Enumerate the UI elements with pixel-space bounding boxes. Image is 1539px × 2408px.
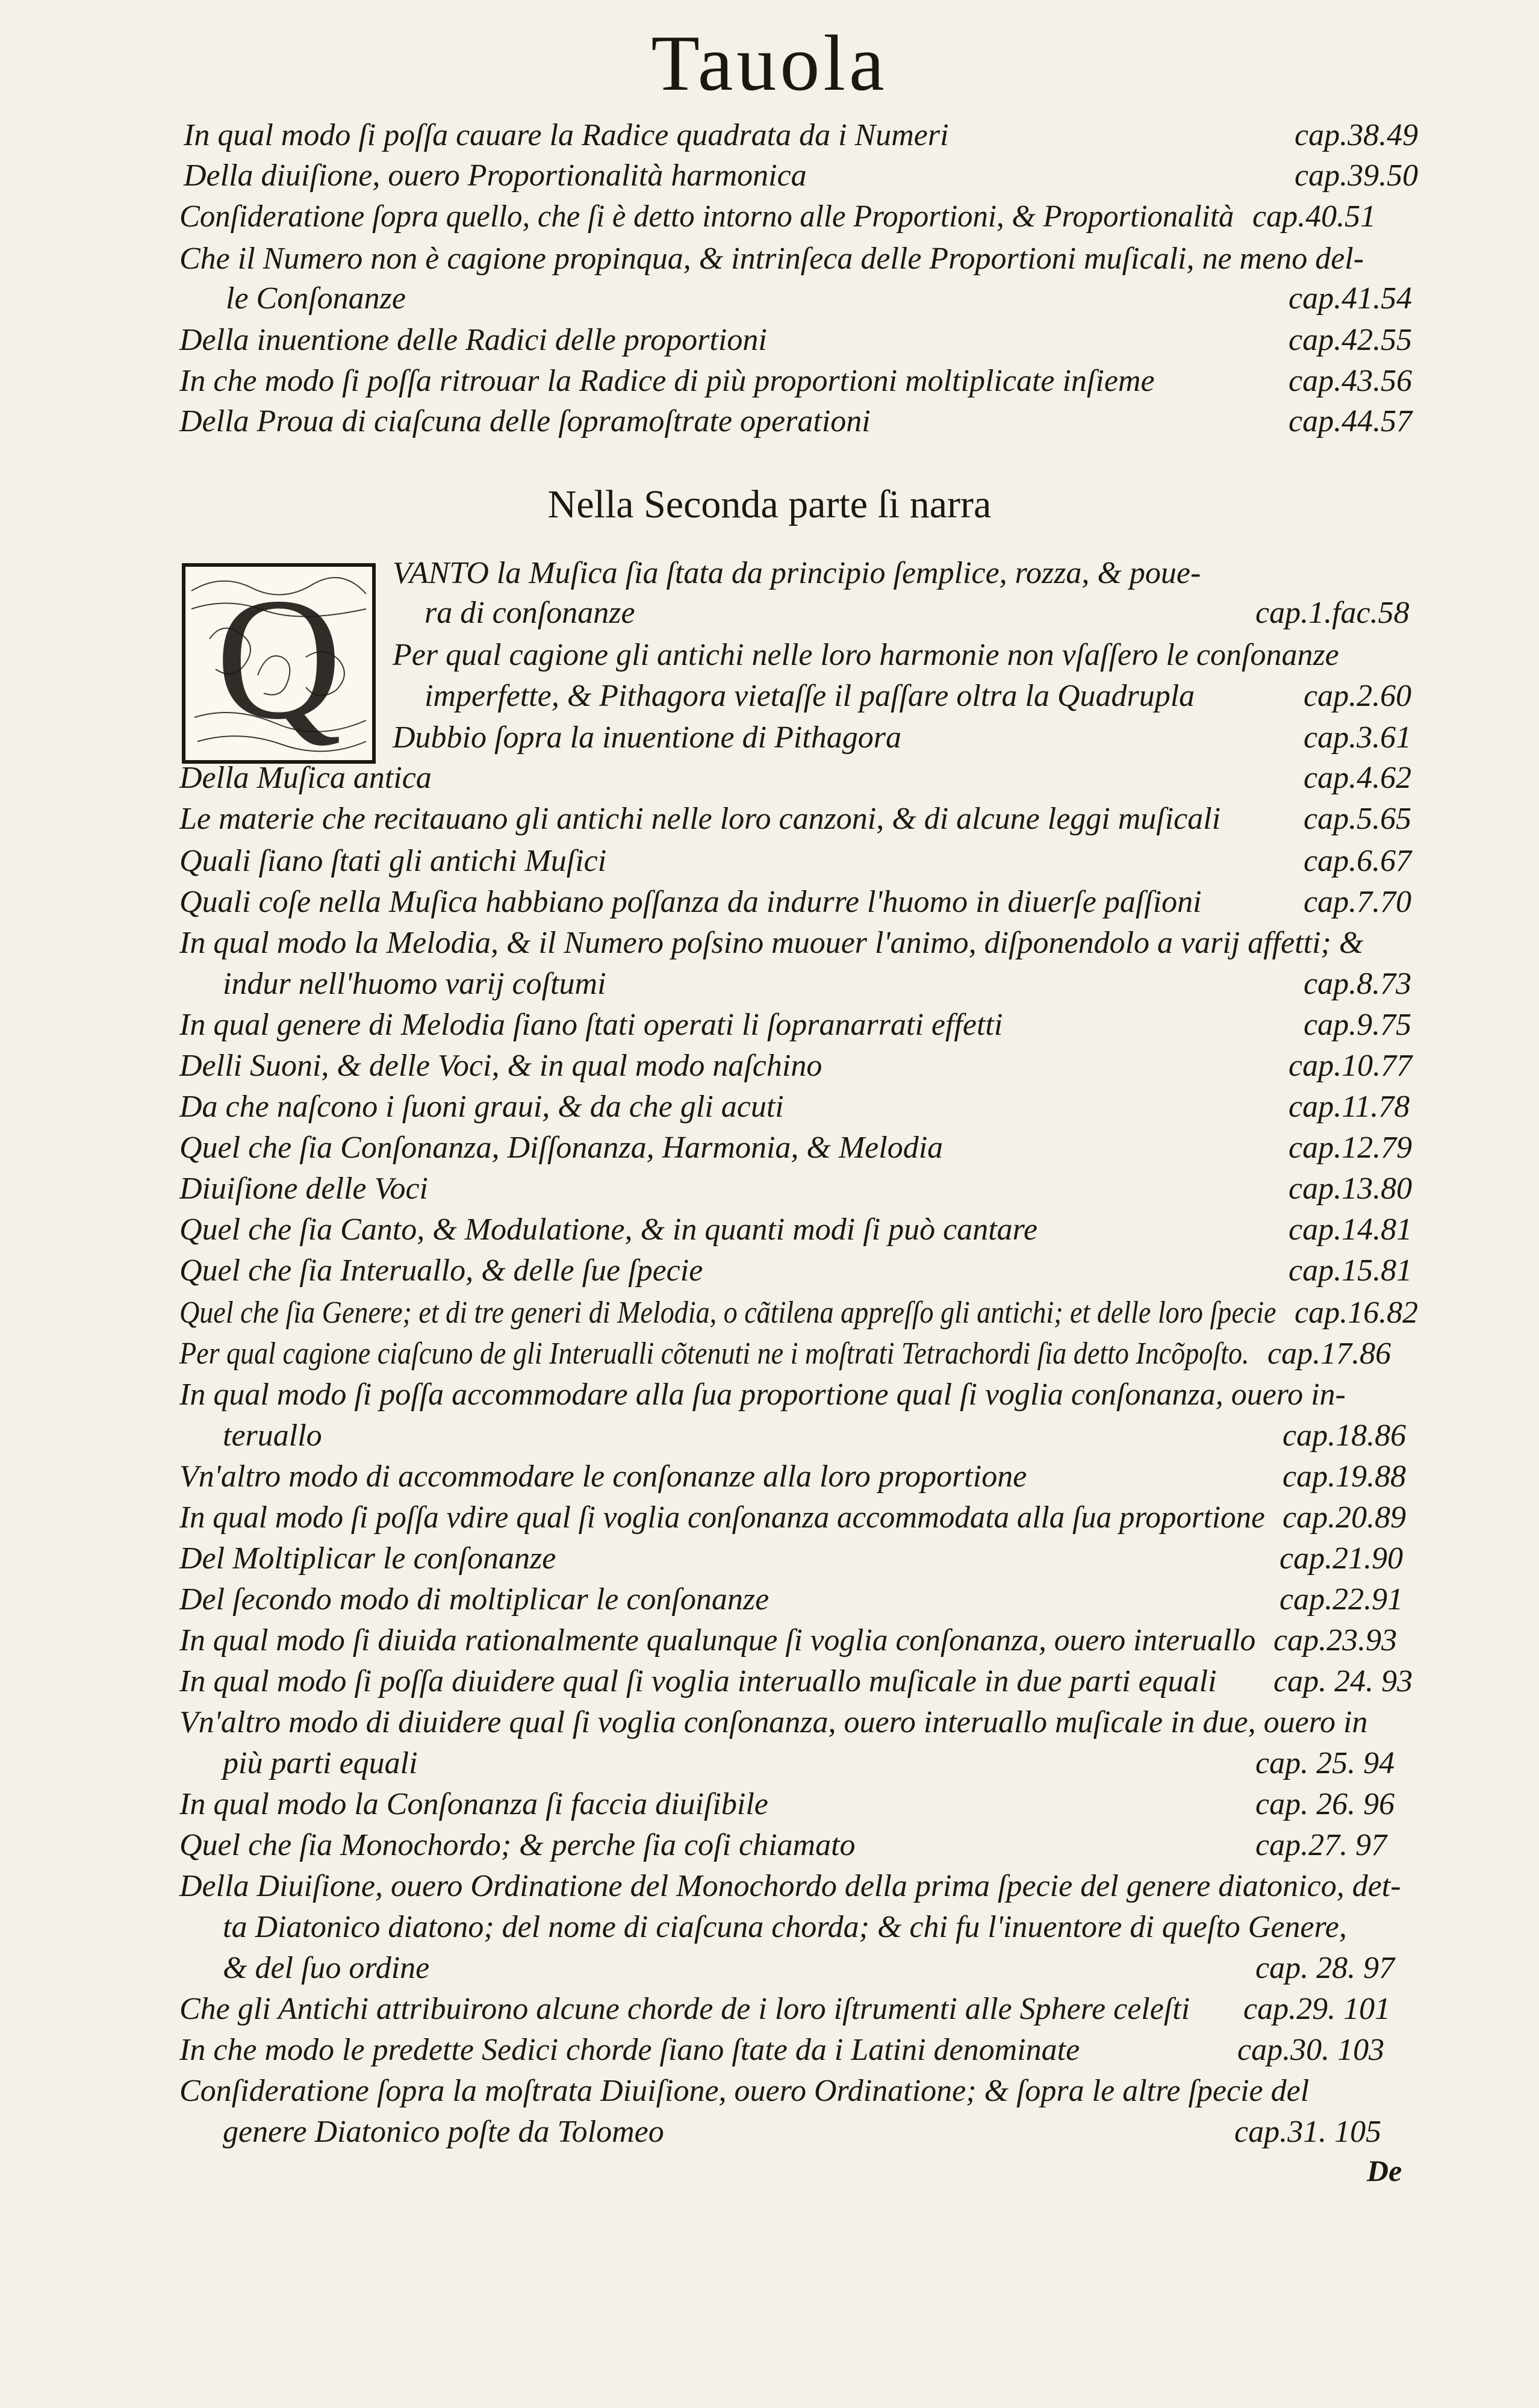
- entry-title: Conſideratione ſopra la moſtrata Diuiſione, ouero Ordinatione; & ſopra le altre ſpecie del: [179, 2074, 1310, 2108]
- entry-reference: cap.8.73: [1304, 967, 1412, 1001]
- entry-title: Dubbio ſopra la inuentione di Pithagora: [393, 720, 901, 755]
- entry-reference: cap.30. 103: [1237, 2033, 1385, 2067]
- entry-title: Diuiſione delle Voci: [179, 1171, 429, 1206]
- entry-reference: cap.6.67: [1304, 844, 1412, 878]
- entry-title: & del ſuo ordine: [223, 1951, 430, 1985]
- entry-title: Da che naſcono i ſuoni graui, & da che gli acuti: [179, 1090, 784, 1124]
- entry-title: Che gli Antichi attribuirono alcune chorde de i loro iſtrumenti alle Sphere celeſti: [179, 1992, 1190, 2026]
- entry-title: Della inuentione delle Radici delle proportioni: [179, 323, 767, 357]
- entry-reference: cap.15.81: [1289, 1253, 1413, 1288]
- entry-title: Quel che ſia Conſonanza, Diſſonanza, Harmonia, & Melodia: [179, 1131, 944, 1165]
- entry-reference: cap.3.61: [1304, 720, 1412, 755]
- entry-reference: cap.23.93: [1273, 1623, 1398, 1658]
- entry-title: In qual modo la Melodia, & il Numero poſsino muouer l'animo, diſponendolo a varij affetti; &: [179, 926, 1364, 960]
- entry-title: Per qual cagione gli antichi nelle loro harmonie non vſaſſero le conſonanze: [393, 638, 1339, 672]
- entry-title: Per qual cagione ciaſcuno de gli Interualli cõtenuti ne i moſtrati Tetrachordi ſia detto Incõpoſto.: [179, 1337, 1249, 1371]
- entry-title: Della Proua di ciaſcuna delle ſopramoſtrate operationi: [179, 404, 871, 438]
- entry-reference: cap.5.65: [1304, 802, 1412, 836]
- entry-reference: cap.43.56: [1289, 364, 1413, 398]
- drop-cap-letter: Q: [216, 567, 342, 755]
- entry-title: Vn'altro modo di diuidere qual ſi voglia conſonanza, ouero interuallo muſicale in due, ouero in: [179, 1705, 1368, 1739]
- entry-reference: cap.40.51: [1252, 199, 1376, 234]
- entry-title: In qual modo ſi diuida rationalmente qualunque ſi voglia conſonanza, ouero interuallo: [179, 1623, 1256, 1658]
- entry-title: Quel che ſia Genere; et di tre generi di Melodia, o cãtilena appreſſo gli antichi; et delle loro ſpecie: [179, 1296, 1276, 1330]
- entry-title: Del Moltiplicar le conſonanze: [179, 1541, 556, 1576]
- entry-title: più parti equali: [223, 1746, 418, 1780]
- entry-reference: cap. 25. 94: [1255, 1746, 1395, 1780]
- page-title: Tauola: [651, 19, 888, 107]
- entry-reference: cap.1.fac.58: [1255, 596, 1410, 630]
- entry-title: imperfette, & Pithagora vietaſſe il paſſare oltra la Quadrupla: [424, 679, 1195, 713]
- entry-title: Della Diuiſione, ouero Ordinatione del Monochordo della prima ſpecie del genere diatonico, det-: [179, 1869, 1401, 1903]
- entry-reference: cap.13.80: [1289, 1171, 1413, 1206]
- entry-title: VANTO la Muſica ſia ſtata da principio ſemplice, rozza, & poue-: [393, 556, 1201, 590]
- entry-reference: cap.11.78: [1289, 1090, 1410, 1124]
- entry-title: le Conſonanze: [226, 281, 406, 316]
- entry-reference: cap.2.60: [1304, 679, 1412, 713]
- entry-reference: cap.22.91: [1279, 1582, 1404, 1617]
- entry-title: Quel che ſia Canto, & Modulatione, & in quanti modi ſi può cantare: [179, 1212, 1038, 1247]
- entry-title: In qual modo ſi poſſa accommodare alla ſua proportione qual ſi voglia conſonanza, ouero in-: [179, 1377, 1346, 1412]
- entry-title: In qual modo la Conſonanza ſi faccia diuiſibile: [179, 1787, 768, 1821]
- entry-title: ra di conſonanze: [424, 596, 635, 630]
- entry-reference: cap.44.57: [1289, 404, 1413, 438]
- entry-reference: cap.27. 97: [1255, 1828, 1387, 1862]
- entry-reference: cap.17.86: [1267, 1337, 1391, 1371]
- entry-reference: cap.4.62: [1304, 761, 1412, 795]
- entry-title: In qual modo ſi poſſa vdire qual ſi voglia conſonanza accommodata alla ſua proportione: [179, 1500, 1265, 1535]
- entry-title: Che il Numero non è cagione propinqua, & intrinſeca delle Proportioni muſicali, ne meno del-: [179, 242, 1364, 276]
- entry-reference: cap.20.89: [1282, 1500, 1407, 1535]
- entry-reference: cap.31. 105: [1234, 2115, 1382, 2149]
- entry-title: teruallo: [223, 1418, 322, 1453]
- entry-reference: cap.29. 101: [1243, 1992, 1391, 2026]
- entry-reference: cap.18.86: [1282, 1418, 1407, 1453]
- entry-reference: cap.16.82: [1295, 1296, 1419, 1330]
- entry-title: Delli Suoni, & delle Voci, & in qual modo naſchino: [179, 1049, 822, 1083]
- entry-title: genere Diatonico poſte da Tolomeo: [223, 2115, 664, 2149]
- entry-title: Quali coſe nella Muſica habbiano poſſanza da indurre l'huomo in diuerſe paſſioni: [179, 885, 1202, 919]
- entry-title: In che modo ſi poſſa ritrouar la Radice di più proportioni moltiplicate inſieme: [179, 364, 1155, 398]
- entry-title: Della Muſica antica: [179, 761, 432, 795]
- entry-reference: cap.19.88: [1282, 1459, 1407, 1494]
- entry-title: Vn'altro modo di accommodare le conſonanze alla loro proportione: [179, 1459, 1027, 1494]
- entry-reference: cap.21.90: [1279, 1541, 1404, 1576]
- entry-reference: cap.38.49: [1295, 118, 1419, 152]
- entry-title: In che modo le predette Sedici chorde ſiano ſtate da i Latini denominate: [179, 2033, 1080, 2067]
- entry-reference: cap.7.70: [1304, 885, 1412, 919]
- entry-title: In qual modo ſi poſſa cauare la Radice quadrata da i Numeri: [184, 118, 949, 152]
- woodcut-initial-icon: [185, 567, 372, 760]
- entry-reference: cap. 26. 96: [1255, 1787, 1395, 1821]
- entry-reference: cap. 28. 97: [1255, 1951, 1395, 1985]
- entry-title: Le materie che recitauano gli antichi nelle loro canzoni, & di alcune leggi muſicali: [179, 802, 1221, 836]
- entry-reference: cap.12.79: [1289, 1131, 1413, 1165]
- entry-title: ta Diatonico diatono; del nome di ciaſcuna chorda; & chi fu l'inuentore di queſto Genere,: [223, 1910, 1347, 1944]
- entry-reference: cap.10.77: [1289, 1049, 1413, 1083]
- entry-reference: cap.14.81: [1289, 1212, 1413, 1247]
- section-heading: Nella Seconda parte ſi narra: [547, 482, 992, 526]
- entry-reference: cap.42.55: [1289, 323, 1413, 357]
- entry-title: indur nell'huomo varij coſtumi: [223, 967, 606, 1001]
- entry-reference: cap.9.75: [1304, 1008, 1412, 1042]
- entry-reference: cap. 24. 93: [1273, 1664, 1413, 1698]
- entry-title: Quel che ſia Interuallo, & delle ſue ſpecie: [179, 1253, 703, 1288]
- entry-reference: cap.39.50: [1295, 158, 1419, 193]
- entry-title: In qual genere di Melodia ſiano ſtati operati li ſopranarrati effetti: [179, 1008, 1003, 1042]
- entry-title: Del ſecondo modo di moltiplicar le conſonanze: [179, 1582, 770, 1617]
- entry-title: In qual modo ſi poſſa diuidere qual ſi voglia interuallo muſicale in due parti equali: [179, 1664, 1217, 1698]
- entry-title: Della diuiſione, ouero Proportionalità harmonica: [184, 158, 807, 193]
- entry-reference: cap.41.54: [1289, 281, 1413, 316]
- decorated-initial-q: [182, 563, 376, 764]
- entry-title: Quel che ſia Monochordo; & perche ſia coſi chiamato: [179, 1828, 856, 1862]
- entry-title: Conſideratione ſopra quello, che ſi è detto intorno alle Proportioni, & Proportionalità: [179, 199, 1234, 234]
- catchword: De: [1367, 2154, 1402, 2188]
- entry-title: Quali ſiano ſtati gli antichi Muſici: [179, 844, 607, 878]
